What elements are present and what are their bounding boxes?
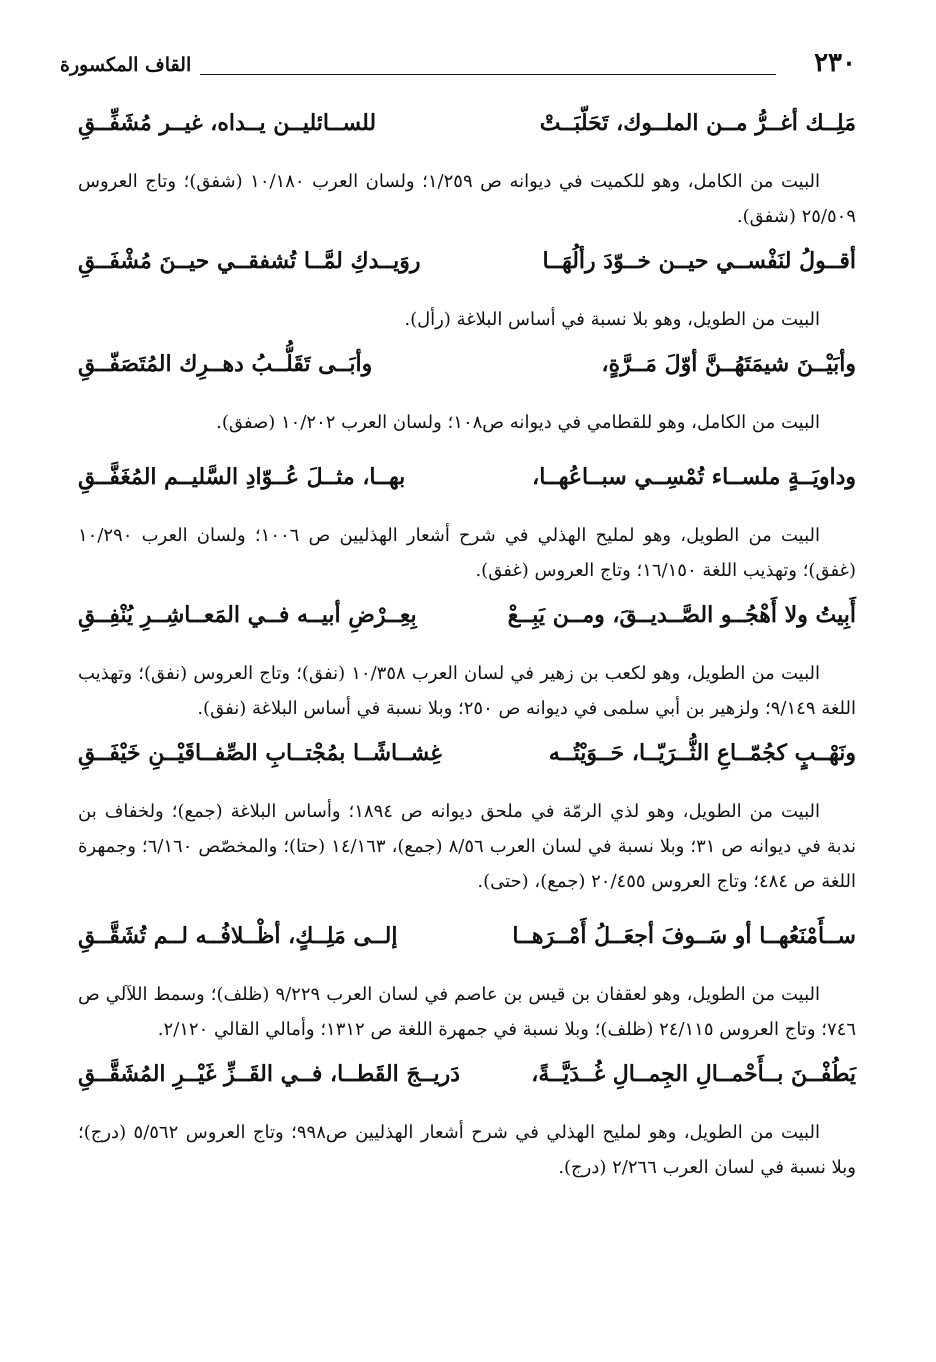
verse-note: البيت من الطويل، وهو لعقفان بن قيس بن عاصم في لسان العرب ٩/٢٢٩ (ظلف)؛ وسمط اللآلي ص ٧٤٦؛ وتاج العروس ٢٤/١١٥ (ظلف)؛ وبلا نسبة في جمهرة اللغة ص ١٣١٢؛ وأمالي القالي ٢/١٢٠. bbox=[78, 984, 856, 1040]
entry-4 bbox=[78, 454, 856, 588]
entry-8 bbox=[78, 1051, 856, 1185]
verse bbox=[78, 913, 856, 959]
entry-2 bbox=[78, 238, 856, 337]
verse-note: البيت من الكامل، وهو للكميت في ديوانه ص ١/٢٥٩؛ ولسان العرب ١٠/١٨٠ (شفق)؛ وتاج العروس ٢٥/٥٠٩ (شفق). bbox=[78, 171, 856, 227]
verse bbox=[78, 730, 856, 776]
verse bbox=[78, 592, 856, 638]
entry-5 bbox=[78, 592, 856, 726]
verse-first-hemistich: وداويَــةٍ ملســاء تُمْسِــي سبــاعُهــا، bbox=[532, 464, 856, 490]
verse-first-hemistich: وأبَيْــنَ شيمَتَهُــنَّ أوّلَ مَــرَّةٍ، bbox=[601, 351, 856, 377]
verse-second-hemistich: للســائليــن يــداه، غيــر مُشَفِّــقِ bbox=[78, 110, 377, 136]
verse-first-hemistich: يَطُفْــنَ بــأَحْمــالِ الجِمــالِ غُــدَيَّــةً، bbox=[531, 1061, 856, 1087]
verse-note: البيت من الطويل، وهو لمليح الهذلي في شرح أشعار الهذليين ص٩٩٨؛ وتاج العروس ٥/٥٦٢ (درج)؛ وبلا نسبة في لسان العرب ٢/٢٦٦ (درج). bbox=[78, 1122, 856, 1178]
verse bbox=[78, 454, 856, 500]
verse bbox=[78, 1051, 856, 1097]
page-header bbox=[60, 48, 856, 88]
verse-note: البيت من الطويل، وهو لمليح الهذلي في شرح أشعار الهذليين ص ١٠٠٦؛ ولسان العرب ١٠/٢٩٠ (غفق)؛ وتهذيب اللغة ١٦/١٥٠؛ وتاج العروس (غفق). bbox=[78, 525, 856, 581]
verse-note: البيت من الكامل، وهو للقطامي في ديوانه ص١٠٨؛ ولسان العرب ١٠/٢٠٢ (صفق). bbox=[216, 412, 820, 433]
page-body bbox=[78, 100, 856, 1189]
entry-7 bbox=[78, 913, 856, 1047]
verse-first-hemistich: أَبِيتُ ولا أَهْجُــو الصَّــديــقَ، ومــن يَبِــعْ bbox=[507, 602, 856, 628]
page-number: ٢٣٠ bbox=[814, 48, 856, 78]
verse-second-hemistich: وأبَــى تَقَلُّــبُ دهــرِك المُتَصَفّــقِ bbox=[78, 351, 373, 377]
verse-first-hemistich: ســأَمْنَعُهــا أو سَــوفَ أجعَــلُ أَمْــرَهــا bbox=[512, 923, 856, 949]
entry-1 bbox=[78, 100, 856, 234]
verse-second-hemistich: بهــا، مثــلَ عُــوّادِ السَّليــم المُغَفَّــقِ bbox=[78, 464, 406, 490]
verse bbox=[78, 341, 856, 387]
verse-second-hemistich: روَيــدكِ لمَّــا تُشفقــي حيــنَ مُشْفَــقِ bbox=[78, 248, 421, 274]
verse bbox=[78, 238, 856, 284]
verse bbox=[78, 100, 856, 146]
verse-first-hemistich: مَلِــك أغــرُّ مــن الملــوك، تَحَلّبَــتْ bbox=[539, 110, 856, 136]
verse-second-hemistich: غِشــاشًــا بمُجْتــابِ الصِّفــاقَيْــنِ خَيْفَــقِ bbox=[78, 740, 442, 766]
verse-second-hemistich: دَريــجَ القَطــا، فــي القَــزِّ غَيْــرِ المُشَقَّــقِ bbox=[78, 1061, 461, 1087]
header-rule bbox=[200, 74, 776, 75]
entry-6 bbox=[78, 730, 856, 899]
verse-second-hemistich: بِعِــرْضِ أبيــه فــي المَعــاشِــرِ يُنْفِــقِ bbox=[78, 602, 417, 628]
entry-3 bbox=[78, 341, 856, 440]
running-title: القاف المكسورة bbox=[60, 54, 192, 76]
verse-second-hemistich: إلــى مَلِــكٍ، أظْــلافُــه لــم تُشَقَّــقِ bbox=[78, 923, 398, 949]
verse-first-hemistich: أقــولُ لنَفْســي حيــن خــوّدَ رألُهَــا bbox=[542, 248, 856, 274]
verse-note: البيت من الطويل، وهو لكعب بن زهير في لسان العرب ١٠/٣٥٨ (نفق)؛ وتاج العروس (نفق)؛ وتهذيب اللغة ٩/١٤٩؛ ولزهير بن أبي سلمى في ديوانه ص ٢٥٠؛ وبلا نسبة في أساس البلاغة (نفق). bbox=[78, 663, 856, 719]
verse-note: البيت من الطويل، وهو لذي الرمّة في ملحق ديوانه ص ١٨٩٤؛ وأساس البلاغة (جمع)؛ ولخفاف بن ندبة في ديوانه ص ٣١؛ وبلا نسبة في لسان العرب ٨/٥٦ (جمع)، ١٤/١٦٣ (حتا)؛ والمخصّص ٦/١٦٠؛ وجمهرة اللغة ص ٤٨٤؛ وتاج العروس ٢٠/٤٥٥ (جمع)، (حتى). bbox=[78, 801, 856, 892]
verse-first-hemistich: ونَهْــبٍ كجُمّــاعِ الثُّــرَيّــا، حَــوَيْتُــه bbox=[548, 740, 856, 766]
verse-note: البيت من الطويل، وهو بلا نسبة في أساس البلاغة (رأل). bbox=[404, 309, 820, 330]
